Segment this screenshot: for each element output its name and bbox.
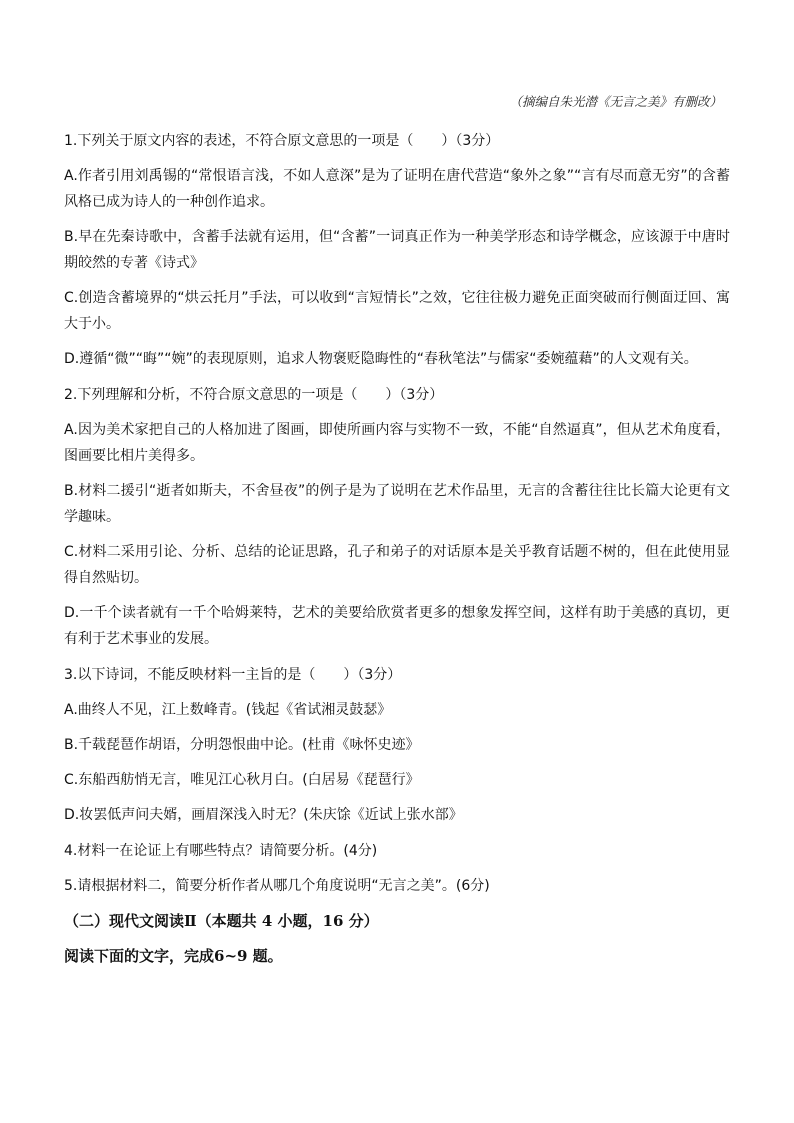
q2-option-b: B.材料二援引“逝者如斯夫，不舍昼夜”的例子是为了说明在艺术作品里，无言的含蓄往往比长篇大论更有文学趣味。 [64, 483, 730, 525]
source-note: （摘编自朱光潜《无言之美》有删改） [509, 94, 722, 109]
q3-option-d: D.妆罢低声问夫婿，画眉深浅入时无？(朱庆馀《近试上张水部》 [64, 807, 463, 823]
q3-option-c: C.东船西舫悄无言，唯见江心秋月白。(白居易《琵琶行》 [64, 772, 420, 788]
section-title: （二）现代文阅读Ⅱ（本题共 4 小题，16 分） [64, 912, 379, 930]
q2-option-a: A.因为美术家把自己的人格加进了图画，即使所画内容与实物不一致，不能“自然逼真”，但从艺术角度看，图画要比相片美得多。 [64, 422, 730, 464]
question-1 [64, 128, 730, 372]
question-3-stem: 3.以下诗词，不能反映材料一主旨的是（ ）（3分） [64, 667, 402, 683]
reading-instruction: 阅读下面的文字，完成6~9 题。 [64, 947, 283, 965]
question-2-stem: 2.下列理解和分析，不符合原文意思的一项是（ ）（3分） [64, 387, 444, 403]
question-3 [64, 662, 730, 828]
question-4: 4.材料一在论证上有哪些特点？请简要分析。(4分) [64, 843, 378, 859]
question-content [64, 128, 730, 978]
question-5: 5.请根据材料二，简要分析作者从哪几个角度说明“无言之美”。(6分) [64, 878, 490, 894]
q3-option-b: B.千载琵琶作胡语，分明怨恨曲中论。(杜甫《咏怀史迹》 [64, 737, 420, 753]
q2-option-c: C.材料二采用引论、分析、总结的论证思路，孔子和弟子的对话原本是关乎教育话题不树的，但在此使用显得自然贴切。 [64, 544, 730, 586]
q3-option-a: A.曲终人不见，江上数峰青。(钱起《省试湘灵鼓瑟》 [64, 702, 392, 718]
q1-option-a: A.作者引用刘禹锡的“常恨语言浅，不如人意深”是为了证明在唐代营造“象外之象”“言有尽而意无穷”的含蓄风格已成为诗人的一种创作追求。 [64, 168, 730, 210]
q1-option-c: C.创造含蓄境界的“烘云托月”手法，可以收到“言短情长”之效，它往往极力避免正面突破而行侧面迂回、寓大于小。 [64, 290, 730, 332]
q2-option-d: D.一千个读者就有一千个哈姆莱特，艺术的美要给欣赏者更多的想象发挥空间，这样有助于美感的真切，更有利于艺术事业的发展。 [64, 605, 730, 647]
question-2 [64, 382, 730, 652]
q1-option-b: B.早在先秦诗歌中，含蓄手法就有运用，但“含蓄”一词真正作为一种美学形态和诗学概念，应该源于中唐时期皎然的专著《诗式》 [64, 229, 730, 271]
q1-option-d: D.遵循“微”“晦”“婉”的表现原则，追求人物褒贬隐晦性的“春秋笔法”与儒家“委婉蕴藉”的人文观有关。 [64, 351, 698, 367]
question-1-stem: 1.下列关于原文内容的表述，不符合原文意思的一项是（ ）（3分） [64, 133, 500, 149]
